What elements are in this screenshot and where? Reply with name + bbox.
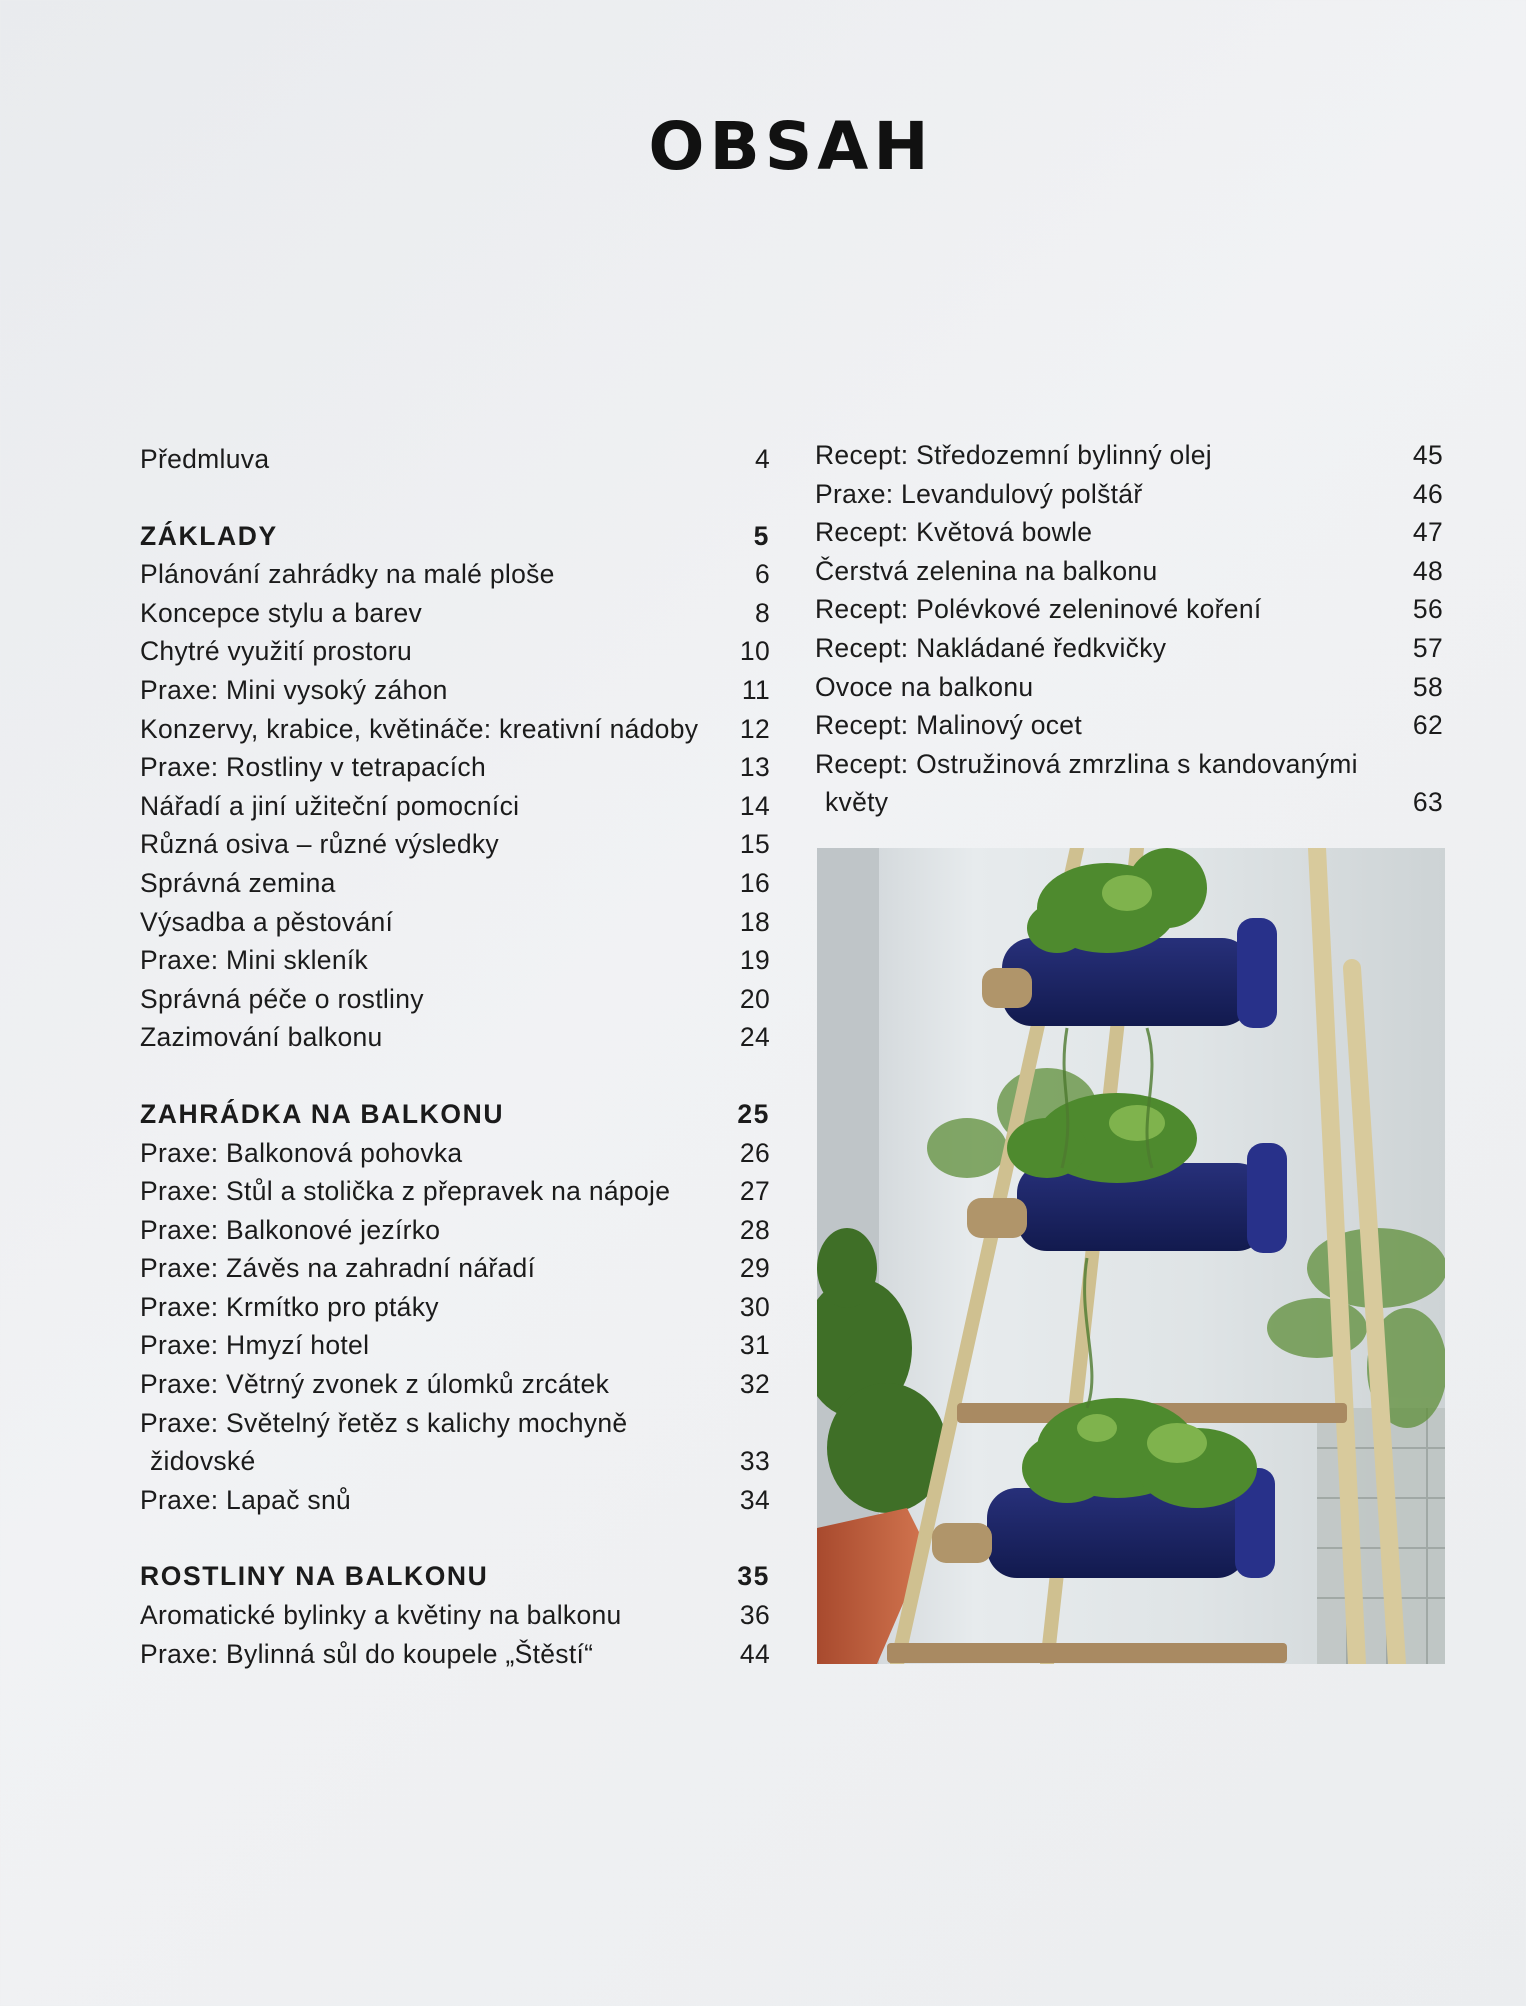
entry-page: 11 xyxy=(741,674,770,705)
entry-title: Praxe: Levandulový polštář xyxy=(815,478,1143,509)
toc-entry-continuation[interactable] xyxy=(815,783,1443,822)
entry-page: 19 xyxy=(739,945,770,976)
entry-title: Chytré využití prostoru xyxy=(140,636,412,667)
entry-title: Praxe: Rostliny v tetrapacích xyxy=(140,752,486,783)
toc-entry[interactable] xyxy=(140,787,770,826)
entry-page: 28 xyxy=(739,1214,770,1245)
ladder-planter-photo xyxy=(817,848,1445,1664)
toc-entry[interactable] xyxy=(140,1211,770,1250)
toc-entry[interactable] xyxy=(815,668,1443,707)
toc-entry[interactable] xyxy=(140,1249,770,1288)
entry-title: Recept: Květová bowle xyxy=(815,517,1093,548)
section-heading-zahradka[interactable] xyxy=(140,1095,770,1134)
entry-title: židovské xyxy=(150,1446,256,1477)
entry-title: Praxe: Závěs na zahradní nářadí xyxy=(140,1253,536,1284)
toc-entry[interactable] xyxy=(140,903,770,942)
entry-page: 36 xyxy=(739,1600,770,1631)
toc-entry-continuation[interactable] xyxy=(140,1442,770,1481)
entry-title: Praxe: Světelný řetěz s kalichy mochyně xyxy=(140,1407,628,1438)
entry-page: 25 xyxy=(737,1098,770,1129)
entry-title: Praxe: Krmítko pro ptáky xyxy=(140,1291,439,1322)
toc-entry[interactable] xyxy=(140,748,770,787)
entry-page: 15 xyxy=(739,829,770,860)
toc-entry[interactable] xyxy=(815,552,1443,591)
section-heading-rostliny[interactable] xyxy=(140,1557,770,1596)
entry-page: 63 xyxy=(1412,787,1443,818)
entry-page: 32 xyxy=(739,1369,770,1400)
entry-title: ZAHRÁDKA NA BALKONU xyxy=(140,1098,505,1129)
entry-title: Výsadba a pěstování xyxy=(140,906,394,937)
entry-page: 31 xyxy=(739,1330,770,1361)
entry-title: Čerstvá zelenina na balkonu xyxy=(815,555,1158,586)
toc-left-column xyxy=(140,440,770,1673)
entry-title: Praxe: Mini skleník xyxy=(140,945,369,976)
entry-title: ROSTLINY NA BALKONU xyxy=(140,1561,489,1592)
entry-title: Praxe: Větrný zvonek z úlomků zrcátek xyxy=(140,1369,610,1400)
entry-page: 26 xyxy=(739,1137,770,1168)
entry-page: 46 xyxy=(1412,478,1443,509)
entry-title: ZÁKLADY xyxy=(140,520,278,551)
toc-entry[interactable] xyxy=(140,1018,770,1057)
toc-entry[interactable] xyxy=(140,980,770,1019)
entry-page: 34 xyxy=(739,1484,770,1515)
toc-entry[interactable] xyxy=(815,745,1443,784)
entry-title: Předmluva xyxy=(140,444,270,474)
entry-title: Praxe: Balkonové jezírko xyxy=(140,1214,441,1245)
toc-entry[interactable] xyxy=(140,555,770,594)
entry-title: Konzervy, krabice, květináče: kreativní nádoby xyxy=(140,713,699,744)
entry-page: 27 xyxy=(739,1176,770,1207)
entry-title: Recept: Středozemní bylinný olej xyxy=(815,440,1212,470)
entry-title: Recept: Nakládané ředkvičky xyxy=(815,632,1167,663)
toc-entry[interactable] xyxy=(140,710,770,749)
entry-title: Správná péče o rostliny xyxy=(140,983,424,1014)
entry-page: 48 xyxy=(1412,555,1443,586)
entry-page: 56 xyxy=(1412,594,1443,625)
toc-entry[interactable] xyxy=(815,436,1443,475)
entry-page: 16 xyxy=(739,867,770,898)
entry-page: 4 xyxy=(754,444,770,474)
toc-entry[interactable] xyxy=(140,632,770,671)
entry-page: 18 xyxy=(739,906,770,937)
toc-entry[interactable] xyxy=(140,1365,770,1404)
entry-page: 58 xyxy=(1412,671,1443,702)
entry-title: Ovoce na balkonu xyxy=(815,671,1034,702)
toc-entry[interactable] xyxy=(140,671,770,710)
entry-page: 6 xyxy=(754,559,770,590)
toc-entry[interactable] xyxy=(140,825,770,864)
entry-title: Recept: Polévkové zeleninové koření xyxy=(815,594,1262,625)
entry-page: 35 xyxy=(737,1561,770,1592)
entry-page: 30 xyxy=(739,1291,770,1322)
toc-entry[interactable] xyxy=(140,1635,770,1674)
entry-title: Praxe: Mini vysoký záhon xyxy=(140,674,448,705)
entry-title: Praxe: Stůl a stolička z přepravek na nápoje xyxy=(140,1176,671,1207)
toc-entry[interactable] xyxy=(140,941,770,980)
entry-title: Praxe: Lapač snů xyxy=(140,1484,352,1515)
entry-title: Zazimování balkonu xyxy=(140,1022,383,1053)
photo-illustration xyxy=(817,848,1445,1664)
toc-right-column xyxy=(815,436,1443,822)
entry-page: 62 xyxy=(1412,710,1443,741)
entry-page: 20 xyxy=(739,983,770,1014)
toc-entry[interactable] xyxy=(140,1326,770,1365)
toc-entry[interactable] xyxy=(140,594,770,633)
entry-title: Praxe: Bylinná sůl do koupele „Štěstí“ xyxy=(140,1638,594,1669)
entry-page: 45 xyxy=(1412,440,1443,470)
toc-entry[interactable] xyxy=(815,475,1443,514)
entry-page: 29 xyxy=(739,1253,770,1284)
entry-page: 13 xyxy=(739,752,770,783)
entry-page: 12 xyxy=(739,713,770,744)
entry-page: 24 xyxy=(739,1022,770,1053)
page-title: OBSAH xyxy=(648,108,934,185)
entry-title: Koncepce stylu a barev xyxy=(140,597,423,628)
entry-title: Různá osiva – různé výsledky xyxy=(140,829,499,860)
toc-entry[interactable] xyxy=(140,1596,770,1635)
toc-entry[interactable] xyxy=(815,706,1443,745)
entry-title: Aromatické bylinky a květiny na balkonu xyxy=(140,1600,622,1631)
entry-page: 5 xyxy=(753,520,770,551)
entry-page: 44 xyxy=(739,1638,770,1669)
entry-title: Recept: Malinový ocet xyxy=(815,710,1083,741)
entry-page: 14 xyxy=(739,790,770,821)
entry-page: 10 xyxy=(739,636,770,667)
toc-entry[interactable] xyxy=(140,864,770,903)
toc-entry[interactable] xyxy=(140,1172,770,1211)
entry-title: Praxe: Balkonová pohovka xyxy=(140,1137,463,1168)
entry-page: 8 xyxy=(754,597,770,628)
toc-entry[interactable] xyxy=(140,1404,770,1443)
section-heading-zaklady[interactable] xyxy=(140,517,770,556)
entry-page: 33 xyxy=(739,1446,770,1477)
entry-page: 47 xyxy=(1412,517,1443,548)
toc-entry[interactable] xyxy=(140,440,770,479)
entry-title: Recept: Ostružinová zmrzlina s kandovanými xyxy=(815,748,1358,779)
entry-title: Správná zemina xyxy=(140,867,336,898)
entry-title: Praxe: Hmyzí hotel xyxy=(140,1330,370,1361)
toc-entry[interactable] xyxy=(815,590,1443,629)
entry-title: květy xyxy=(825,787,889,818)
toc-entry[interactable] xyxy=(140,1134,770,1173)
entry-title: Plánování zahrádky na malé ploše xyxy=(140,559,555,590)
toc-entry[interactable] xyxy=(815,513,1443,552)
toc-entry[interactable] xyxy=(140,1288,770,1327)
toc-entry[interactable] xyxy=(815,629,1443,668)
toc-entry[interactable] xyxy=(140,1481,770,1520)
entry-page: 57 xyxy=(1412,632,1443,663)
entry-title: Nářadí a jiní užiteční pomocníci xyxy=(140,790,520,821)
